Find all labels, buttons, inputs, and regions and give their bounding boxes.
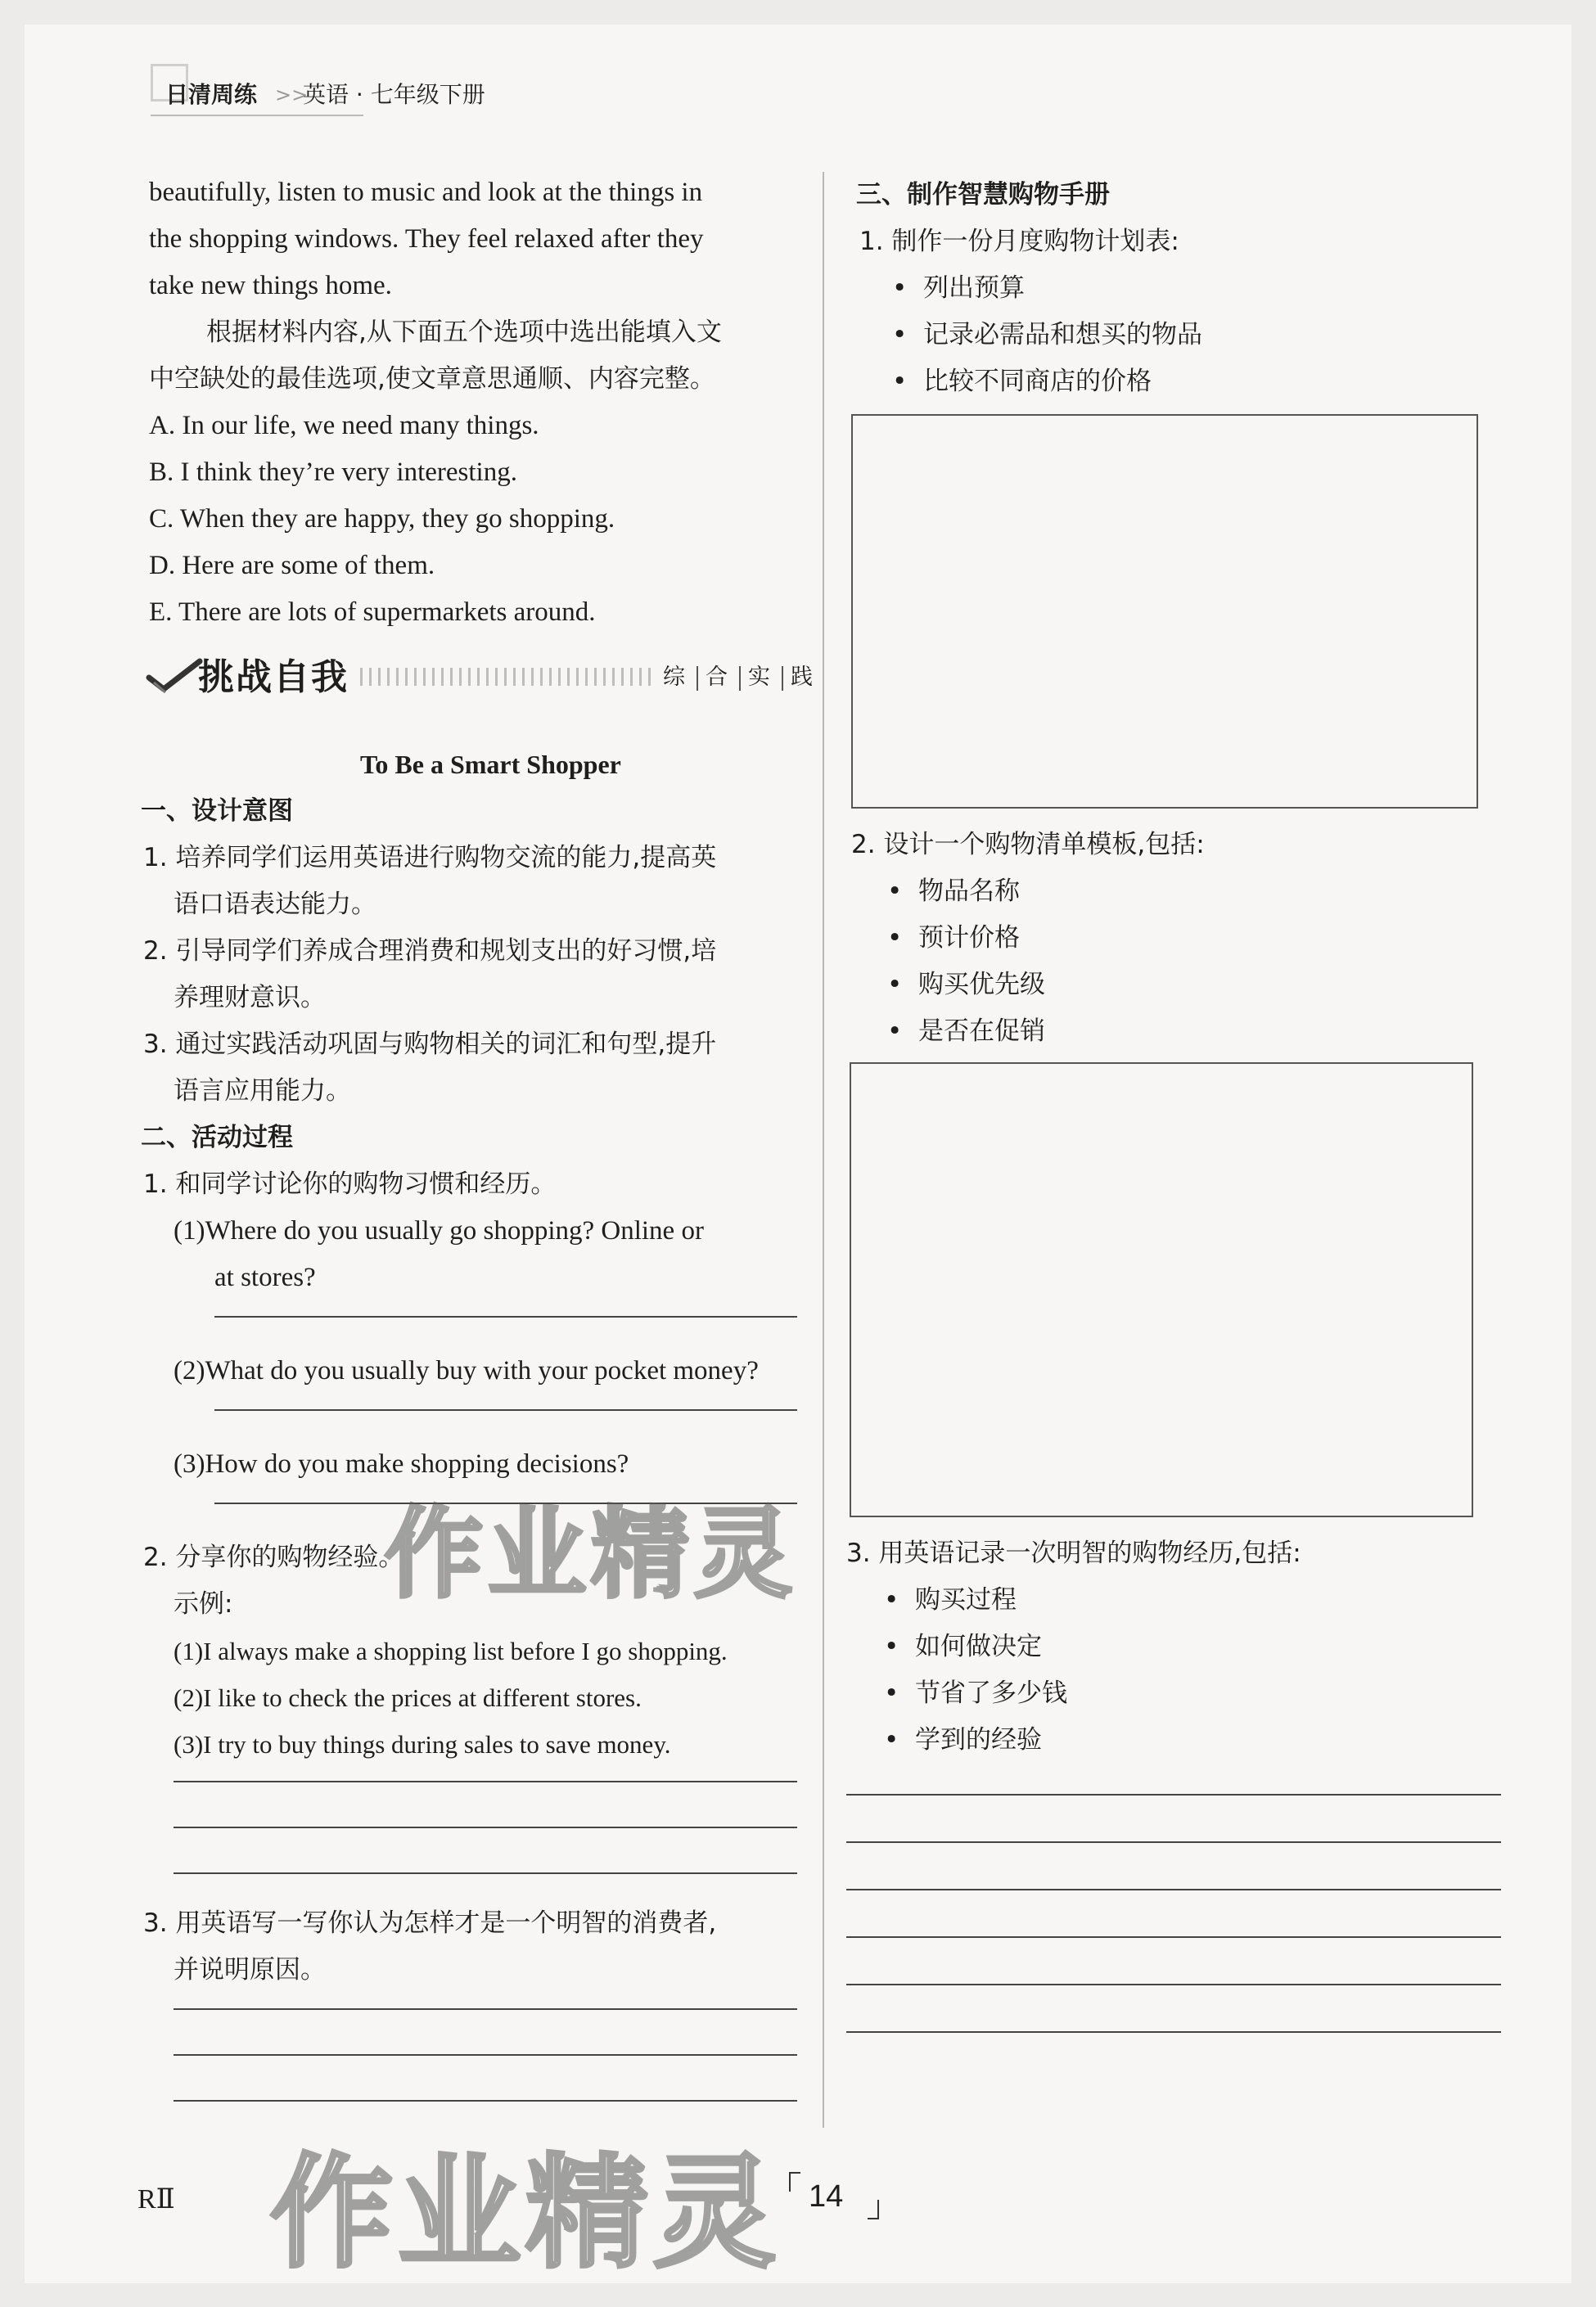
answer-line[interactable] [214, 1316, 797, 1318]
purpose-item: 养理财意识。 [174, 983, 326, 1012]
passage-line: the shopping windows. They feel relaxed after they [149, 224, 704, 254]
task-2-bullet: • 是否在促销 [887, 1016, 1045, 1046]
task-1-bullet: • 列出预算 [892, 273, 1025, 303]
header-rule [151, 115, 363, 116]
banner-tag: 实 [748, 665, 770, 690]
header-arrows: >> [275, 83, 309, 106]
option-e: E. There are lots of supermarkets around. [149, 597, 596, 627]
task-1: 1. 制作一份月度购物计划表: [859, 227, 1179, 256]
answer-line[interactable] [174, 1781, 797, 1782]
banner-divider [739, 666, 741, 691]
banner-stripes [360, 668, 655, 686]
purpose-item: 2. 引导同学们养成合理消费和规划支出的好习惯,培 [143, 936, 717, 966]
example-item: (3)I try to buy things during sales to save money. [174, 1730, 671, 1759]
section-title: 二、活动过程 [141, 1123, 293, 1152]
banner-tag: 综 [663, 665, 685, 690]
edition-mark: RⅡ [138, 2184, 175, 2215]
passage-line: beautifully, listen to music and look at the things in [149, 178, 703, 207]
watermark-text: 作业精灵 [270, 2143, 782, 2285]
answer-line[interactable] [846, 2031, 1501, 2033]
template-drawing-box[interactable] [850, 1062, 1473, 1517]
bracket-left [789, 2172, 800, 2192]
task-1-bullet: • 记录必需品和想买的物品 [892, 320, 1202, 349]
workbook-page [25, 25, 1571, 2283]
example-label: 示例: [174, 1589, 233, 1619]
watermark-text: 作业精灵 [385, 1498, 797, 1611]
example-item: (2)I like to check the prices at different stores. [174, 1683, 642, 1712]
example-item: (1)I always make a shopping list before I go shopping. [174, 1637, 728, 1665]
header-subject: 英语 · 七年级下册 [303, 81, 485, 108]
bracket-right [868, 2200, 879, 2219]
step-1: 1. 和同学讨论你的购物习惯和经历。 [143, 1169, 557, 1199]
task-3: 3. 用英语记录一次明智的购物经历,包括: [846, 1539, 1301, 1568]
activity-title: To Be a Smart Shopper [360, 750, 621, 779]
option-c: C. When they are happy, they go shopping. [149, 504, 615, 534]
purpose-item: 1. 培养同学们运用英语进行购物交流的能力,提高英 [143, 843, 717, 872]
answer-line[interactable] [174, 2100, 797, 2102]
task-3-bullet: • 如何做决定 [884, 1632, 1042, 1661]
answer-line[interactable] [846, 1841, 1501, 1843]
option-d: D. Here are some of them. [149, 551, 435, 580]
task-3-bullet: • 学到的经验 [884, 1725, 1042, 1755]
banner-divider [782, 666, 783, 691]
question-1: at stores? [214, 1263, 316, 1292]
instruction-line: 根据材料内容,从下面五个选项中选出能填入文 [206, 318, 722, 347]
task-2: 2. 设计一个购物清单模板,包括: [851, 830, 1205, 859]
purpose-item: 3. 通过实践活动巩固与购物相关的词汇和句型,提升 [143, 1030, 717, 1059]
instruction-line: 中空缺处的最佳选项,使文章意思通顺、内容完整。 [149, 364, 715, 394]
task-2-bullet: • 物品名称 [887, 876, 1020, 906]
answer-line[interactable] [174, 2054, 797, 2056]
page-number: 14 [809, 2179, 844, 2214]
question-3: (3)How do you make shopping decisions? [174, 1449, 629, 1479]
task-1-bullet: • 比较不同商店的价格 [892, 367, 1152, 396]
question-1: (1)Where do you usually go shopping? Online or [174, 1216, 704, 1246]
task-3-bullet: • 节省了多少钱 [884, 1678, 1067, 1708]
banner-divider [697, 666, 698, 691]
step-3: 并说明原因。 [174, 1955, 326, 1985]
task-3-bullet: • 购买过程 [884, 1585, 1017, 1615]
answer-line[interactable] [174, 1872, 797, 1874]
answer-line[interactable] [214, 1409, 797, 1411]
section-title: 三、制作智慧购物手册 [856, 180, 1110, 210]
answer-line[interactable] [846, 1984, 1501, 1985]
answer-line[interactable] [846, 1936, 1501, 1938]
header-brand: 日清周练 [165, 81, 258, 108]
answer-line[interactable] [846, 1794, 1501, 1796]
question-2: (2)What do you usually buy with your pocket money? [174, 1356, 759, 1386]
passage-line: take new things home. [149, 271, 392, 300]
option-b: B. I think they’re very interesting. [149, 457, 517, 487]
page-number-frame [789, 2172, 879, 2219]
purpose-item: 语言应用能力。 [174, 1076, 351, 1106]
task-2-bullet: • 购买优先级 [887, 970, 1045, 999]
banner-tag: 合 [706, 665, 728, 690]
answer-line[interactable] [174, 2008, 797, 2010]
step-2: 2. 分享你的购物经验。 [143, 1543, 404, 1572]
section-title: 一、设计意图 [141, 796, 293, 826]
plan-drawing-box[interactable] [851, 414, 1478, 809]
answer-line[interactable] [846, 1889, 1501, 1890]
checkmark-icon [146, 656, 203, 697]
answer-line[interactable] [174, 1827, 797, 1828]
banner-title: 挑战自我 [198, 656, 349, 698]
step-3: 3. 用英语写一写你认为怎样才是一个明智的消费者, [143, 1908, 717, 1938]
task-2-bullet: • 预计价格 [887, 923, 1020, 953]
column-divider [823, 172, 824, 2128]
banner-tag: 践 [791, 665, 813, 690]
purpose-item: 语口语表达能力。 [174, 890, 376, 919]
option-a: A. In our life, we need many things. [149, 411, 539, 440]
